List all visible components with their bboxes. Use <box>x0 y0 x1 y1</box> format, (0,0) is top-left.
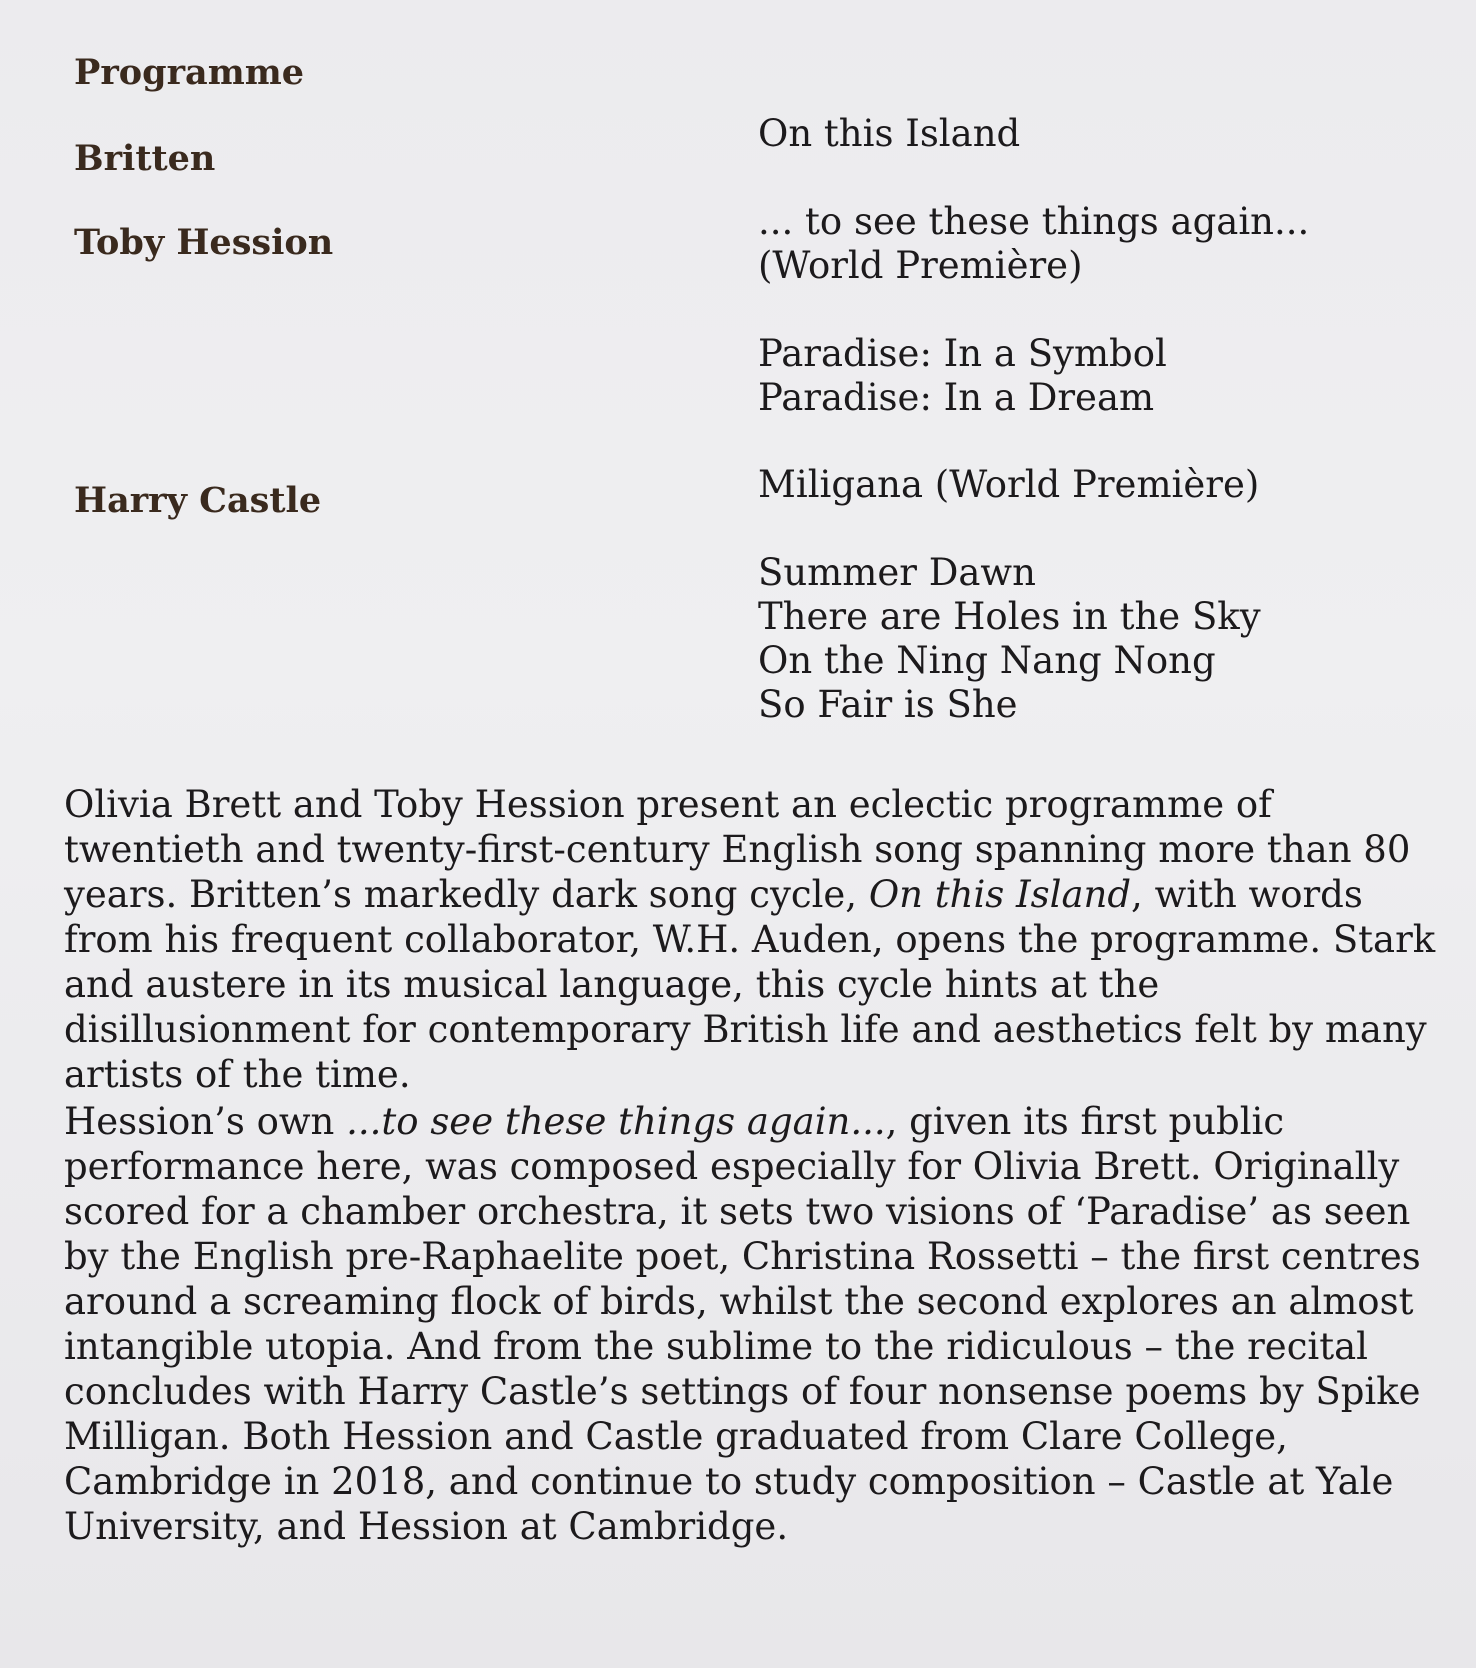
work-title: ... to see these things again... (World Première) <box>758 200 1310 287</box>
note-text: , with words from his frequent collaborator, W.H. Auden, opens the programme. Stark and austere in its musical language, this cycle hints at the disillusionment for contemporary British life and aesthetics felt by many artists of the time. <box>64 873 1436 1096</box>
composer-harry-castle: Harry Castle <box>74 480 322 521</box>
spacer <box>758 288 1398 332</box>
composer-britten: Britten <box>74 138 216 179</box>
programme-heading: Programme <box>74 52 305 93</box>
programme-note-paragraph-2 <box>64 1099 1454 1549</box>
work-title: Paradise: In a Symbol <box>758 332 1167 375</box>
work-title: There are Holes in the Sky <box>758 595 1261 638</box>
work-title-italic: On this Island <box>868 873 1132 916</box>
work-title: On this Island <box>758 112 1021 155</box>
composer-toby-hession: Toby Hession <box>74 222 334 263</box>
note-text: Olivia Brett and Toby Hession present an eclectic programme of twentieth and twenty-first-century English song spanning more than 80 years. Britten’s markedly dark song cycle, <box>64 783 1411 916</box>
note-text: Hession’s own <box>64 1100 347 1143</box>
work-title: Miligana (World Première) <box>758 463 1260 506</box>
work-title: So Fair is She <box>758 683 1018 726</box>
work-title: Summer Dawn <box>758 551 1036 594</box>
work-title-italic: ...to see these things again... <box>346 1100 886 1143</box>
work-title: Paradise: In a Dream <box>758 376 1155 419</box>
spacer <box>758 507 1398 551</box>
work-title: On the Ning Nang Nong <box>758 639 1216 682</box>
castle-works <box>758 463 1398 727</box>
britten-works <box>758 112 1398 156</box>
note-text: , given its first public performance here, was composed especially for Olivia Brett. Originally scored for a chamber orchestra, it sets two visions of ‘Paradise’ as seen by the English pre-Raphaelite poet, Christina Rossetti – the first centres around a screaming flock of birds, whilst the second explores an almost intangible utopia. And from the sublime to the ridiculous – the recital concludes with Harry Castle’s settings of four nonsense poems by Spike Milligan. Both Hession and Castle graduated from Clare College, Cambridge in 2018, and continue to study composition – Castle at Yale University, and Hession at Cambridge. <box>64 1100 1421 1548</box>
hession-works <box>758 200 1398 420</box>
programme-note-paragraph-1 <box>64 782 1454 1097</box>
